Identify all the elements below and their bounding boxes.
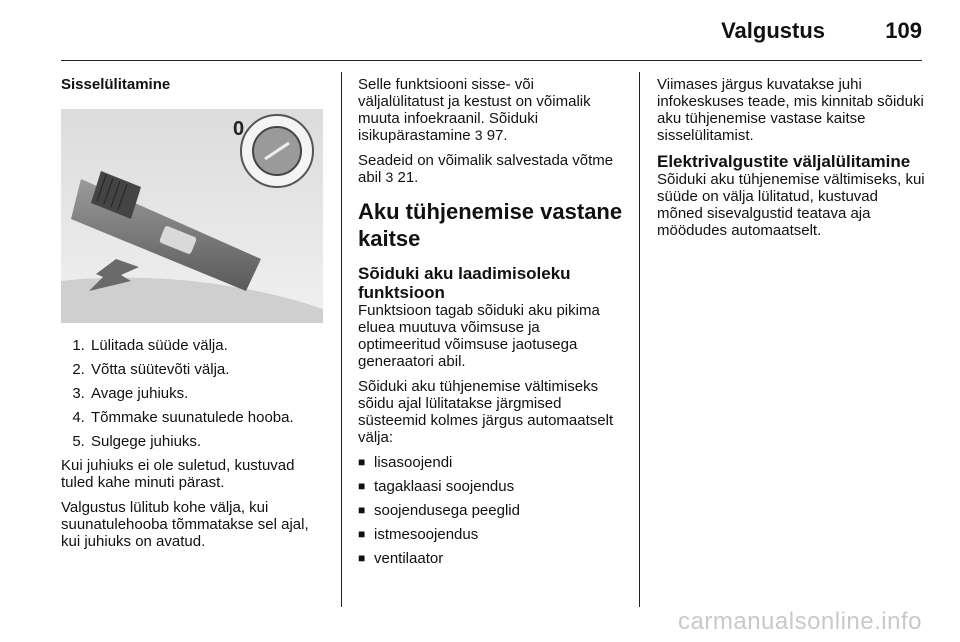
paragraph: Valgustus lülitub kohe välja, kui suunatulehooba tõmmatakse sel ajal, kui juhiuks on avatud. [61,499,309,550]
column-1 [61,76,326,558]
column-divider-1 [341,72,342,607]
list-item: 2. Võtta süütevõti välja. [89,361,326,378]
systems-list [358,454,623,567]
list-item: 1. Lülitada süüde välja. [89,337,326,354]
column-divider-2 [639,72,640,607]
list-item: ■ soojendusega peeglid [358,502,520,519]
square-bullet-icon: ■ [358,527,366,541]
list-item: ■ lisasoojendi [358,454,453,471]
list-item: ■ istmesoojendus [358,526,479,543]
section-title: Valgustus [721,18,825,43]
paragraph: Kui juhiuks ei ole suletud, kustuvad tuled kahe minuti pärast. [61,457,295,491]
turn-signal-lever-figure [61,109,323,323]
paragraph: Viimases järgus kuvatakse juhi infokeskuses teade, mis kinnitab sõiduki aku tühjenemise vastase kaitse sisselülitamist. [657,76,924,144]
paragraph-text: Seadeid on võimalik salvestada võtme abil [358,152,614,186]
cross-ref-arrow-icon: 3 [474,127,483,143]
cross-ref-page[interactable]: 21. [397,169,419,186]
paragraph: Sõiduki aku tühjenemise vältimiseks sõidu ajal lülitatakse järgmised süsteemid kolmes järgus automaatselt välja: [358,378,614,446]
square-bullet-icon: ■ [358,479,366,493]
column-2 [358,76,623,574]
section-heading: Aku tühjenemise vastane kaitse [358,199,623,251]
list-item: 5. Sulgege juhiuks. [89,433,326,450]
subheading-sisselulitamine: Sisselülitamine [61,76,171,93]
ignition-position-label: 0 [233,118,245,140]
list-item: 3. Avage juhiuks. [89,385,326,402]
paragraph-text: Selle funktsiooni sisse- või väljalülitatust ja kestust on võimalik muuta infoekraanil. Sõiduki isikupärastamine [358,76,591,144]
watermark: carmanualsonline.info [678,608,922,635]
paragraph [358,152,623,186]
list-item: 4. Tõmmake suunatulede hooba. [89,409,326,426]
square-bullet-icon: ■ [358,551,366,565]
square-bullet-icon: ■ [358,455,366,469]
subsection-heading: Elektrivalgustite väljalülitamine [657,152,911,171]
subsection-heading: Sõiduki aku laadimisoleku funktsioon [358,264,571,302]
cross-ref-page[interactable]: 97. [486,127,508,144]
page-number: 109 [885,18,922,43]
list-item: ■ ventilaator [358,550,444,567]
lever-illustration [61,109,323,323]
cross-ref-arrow-icon: 3 [385,169,394,185]
header-rule [61,60,922,61]
list-item: ■ tagaklaasi soojendus [358,478,515,495]
paragraph: Sõiduki aku tühjenemise vältimiseks, kui süüde on välja lülitatud, kustuvad mõned sisevalgustid teatava aja möödudes automaatselt. [657,171,925,239]
square-bullet-icon: ■ [358,503,366,517]
paragraph: Funktsioon tagab sõiduki aku pikima eluea muutuva võimsuse ja optimeeritud võimsuse jaotusega generaatori abil. [358,302,600,370]
paragraph [358,76,623,144]
column-3 [657,76,927,247]
steps-list [61,337,326,450]
